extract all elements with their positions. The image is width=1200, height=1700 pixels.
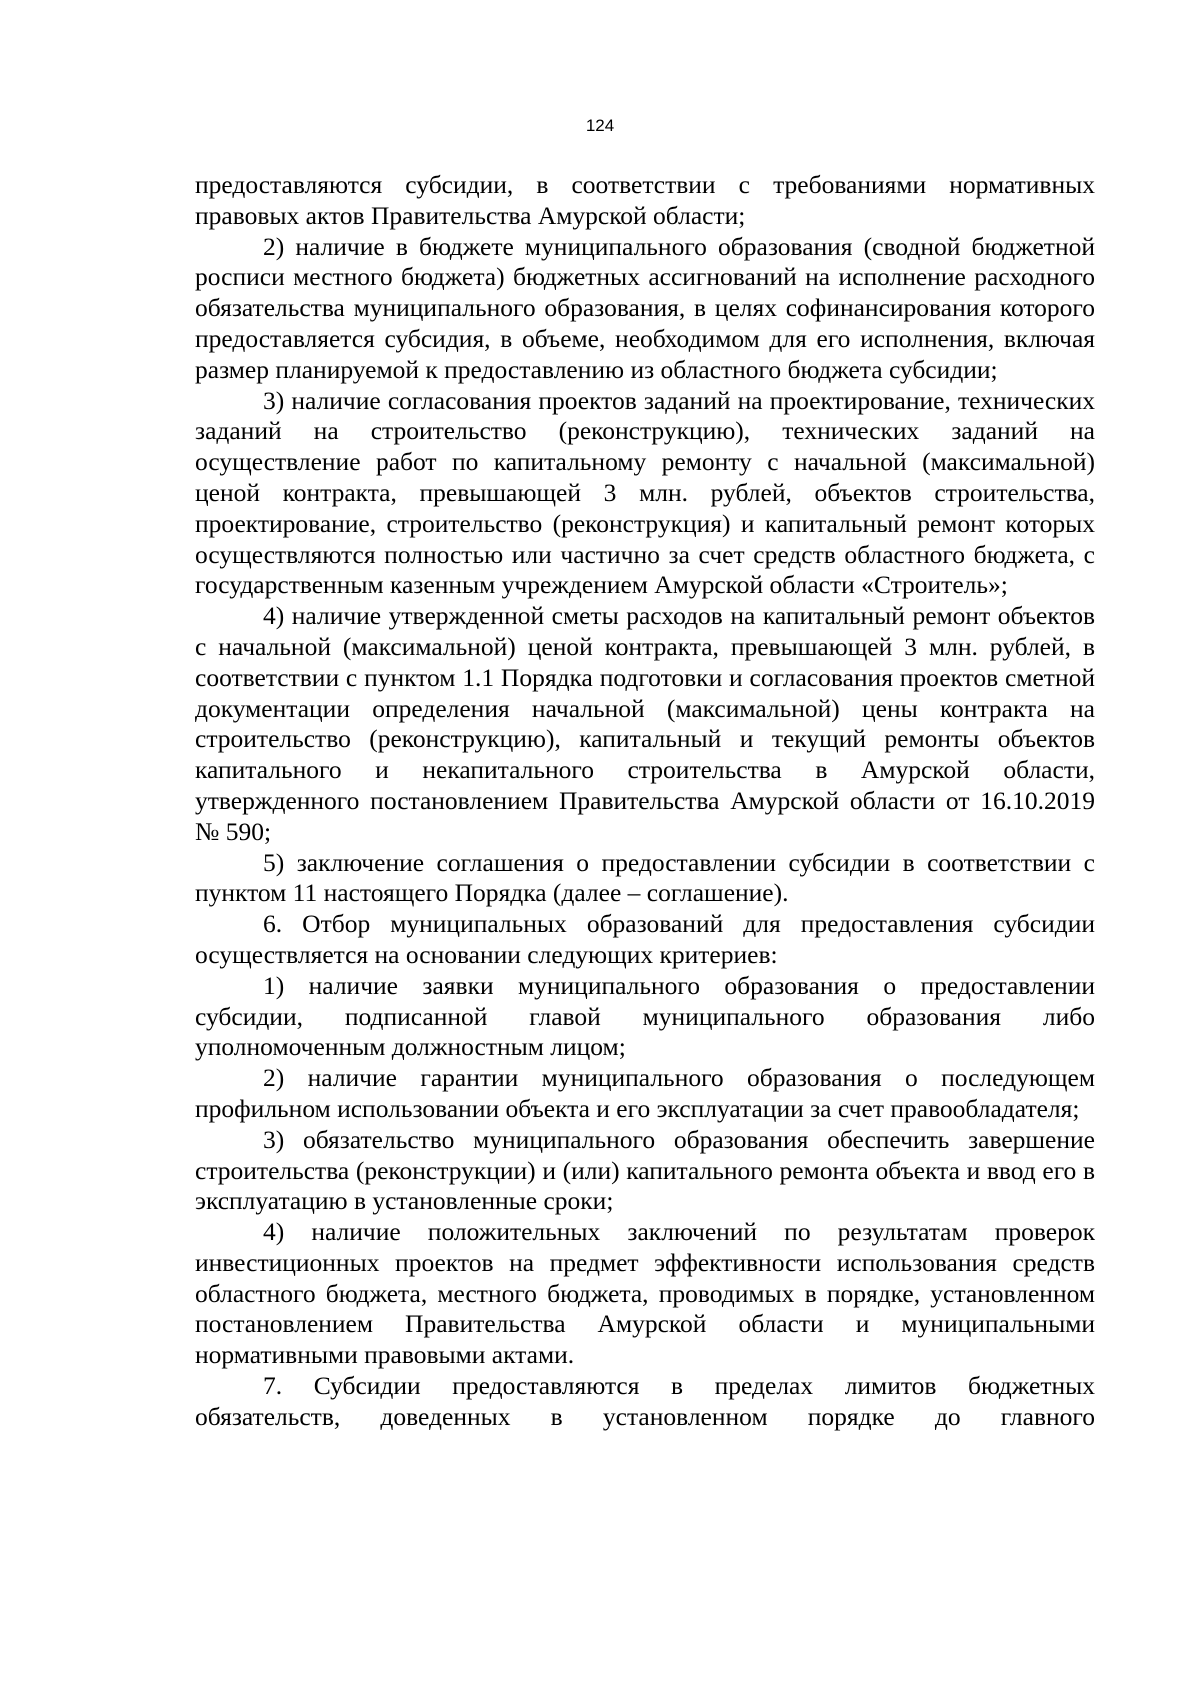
paragraph-section-7: 7. Субсидии предоставляются в пределах лимитов бюджетных обязательств, доведенных в установленном порядке до главного xyxy=(195,1371,1095,1431)
paragraph-criterion-3: 3) обязательство муниципального образования обеспечить завершение строительства (реконструкции) и (или) капитального ремонта объекта и ввод его в эксплуатацию в установленные сроки; xyxy=(195,1124,1095,1216)
paragraph-criterion-2: 2) наличие гарантии муниципального образования о последующем профильном использовании объекта и его эксплуатации за счет правообладателя; xyxy=(195,1063,1095,1123)
paragraph-item-3: 3) наличие согласования проектов заданий на проектирование, технических заданий на строительство (реконструкцию), технических заданий на осуществление работ по капитальному ремонту с начальной (максимальной) ценой контракта, превышающей 3 млн. рублей, объектов строительства, проектирование, строительство (реконструкция) и капитальный ремонт которых осуществляются полностью или частично за счет средств областного бюджета, с государственным казенным учреждением Амурской области «Строитель»; xyxy=(195,385,1095,600)
page-number: 124 xyxy=(585,116,615,135)
paragraph-criterion-1: 1) наличие заявки муниципального образования о предоставлении субсидии, подписанной главой муниципального образования либо уполномоченным должностным лицом; xyxy=(195,970,1095,1062)
document-body xyxy=(195,170,1095,1433)
paragraph-criterion-4: 4) наличие положительных заключений по результатам проверок инвестиционных проектов на предмет эффективности использования средств областного бюджета, местного бюджета, проводимых в порядке, установленном постановлением Правительства Амурской области и муниципальными нормативными правовыми актами. xyxy=(195,1217,1095,1370)
paragraph-item-5: 5) заключение соглашения о предоставлении субсидии в соответствии с пунктом 11 настоящего Порядка (далее – соглашение). xyxy=(195,847,1095,908)
paragraph-item-4: 4) наличие утвержденной сметы расходов на капитальный ремонт объектов с начальной (максимальной) ценой контракта, превышающей 3 млн. рублей, в соответствии с пунктом 1.1 Порядка подготовки и согласования проектов сметной документации определения начальной (максимальной) цены контракта на строительство (реконструкцию), капитальный и текущий ремонты объектов капитального и некапитального строительства в Амурской области, утвержденного постановлением Правительства Амурской области от 16.10.2019 № 590; xyxy=(195,601,1095,846)
paragraph-item-2: 2) наличие в бюджете муниципального образования (сводной бюджетной росписи местного бюджета) бюджетных ассигнований на исполнение расходного обязательства муниципального образования, в целях софинансирования которого предоставляется субсидия, в объеме, необходимом для его исполнения, включая размер планируемой к предоставлению из областного бюджета субсидии; xyxy=(195,231,1095,384)
paragraph-continuation: предоставляются субсидии, в соответствии с требованиями нормативных правовых актов Правительства Амурской области; xyxy=(195,170,1095,230)
paragraph-section-6: 6. Отбор муниципальных образований для предоставления субсидии осуществляется на основании следующих критериев: xyxy=(195,909,1095,969)
